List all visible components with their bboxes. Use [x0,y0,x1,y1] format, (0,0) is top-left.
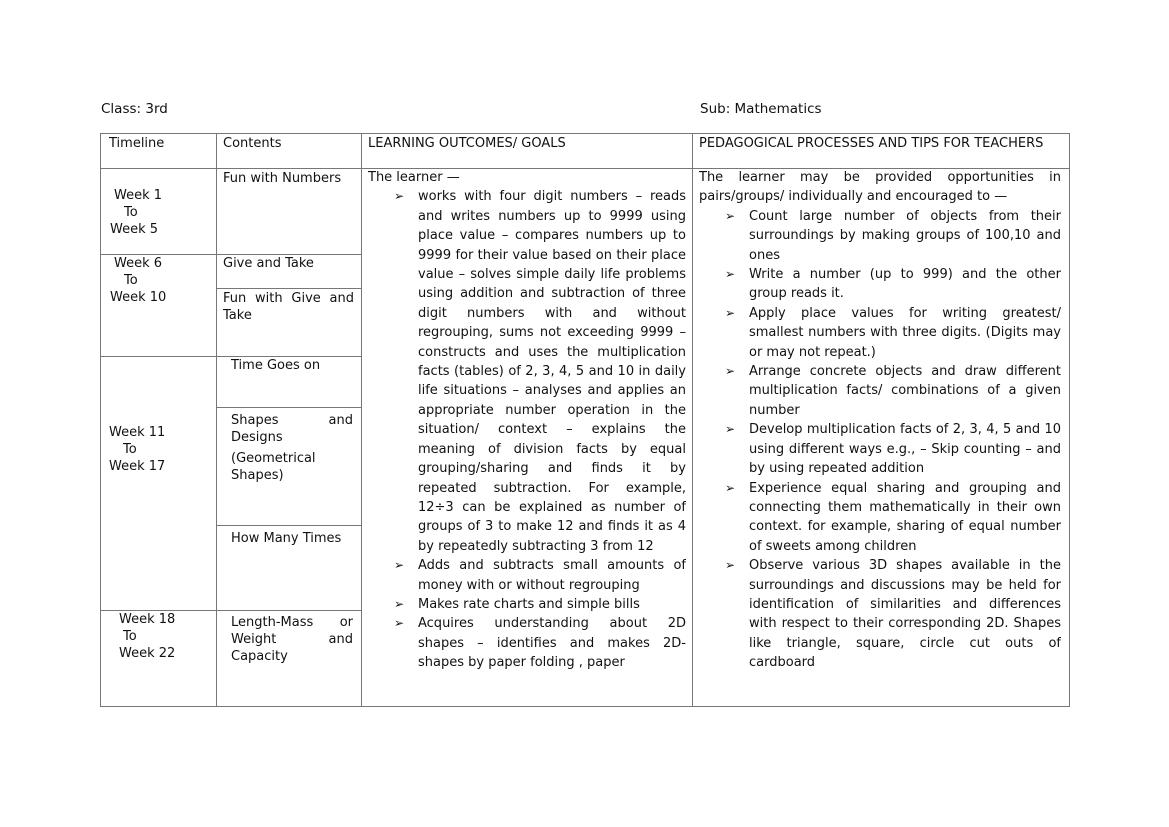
timeline-cell [110,187,170,238]
process-item: ➢ Write a number (up to 999) and the other group reads it. [699,265,1061,304]
timeline-cell [119,611,199,662]
header-contents: Contents [223,136,282,151]
content-item: Length-Mass or Weight and Capacity [231,615,353,664]
outcomes-list [368,187,686,672]
content-item: Fun with Numbers [223,171,342,186]
timeline-to: To [123,629,137,644]
subject-label: Sub: Mathematics [700,101,822,117]
column-divider [692,134,693,706]
outcome-item: ➢ Makes rate charts and simple bills [368,595,686,614]
processes-list [699,207,1061,673]
outcomes-intro: The learner — [368,170,460,185]
timeline-to: To [123,442,137,457]
outcome-item: ➢ Acquires understanding about 2D shapes – identifies and makes 2D-shapes by paper folding , paper [368,614,686,672]
row-divider [216,525,361,526]
timeline-from: Week 18 [119,612,176,627]
curriculum-table [100,133,1070,707]
processes-intro: The learner may be provided opportunities in pairs/groups/ individually and encouraged to — [699,170,1061,205]
class-label: Class: 3rd [101,101,168,117]
header-outcomes: LEARNING OUTCOMES/ GOALS [368,136,566,151]
row-divider [101,356,216,357]
header-timeline: Timeline [109,136,165,151]
timeline-cell [109,424,189,475]
row-divider [216,407,361,408]
content-item: (Geometrical Shapes) [231,451,316,483]
content-item: How Many Times [231,531,342,546]
timeline-until: Week 5 [110,222,159,237]
column-divider [361,134,362,706]
outcome-item: ➢ Adds and subtracts small amounts of money with or without regrouping [368,556,686,595]
timeline-from: Week 1 [114,188,163,203]
header-processes: PEDAGOGICAL PROCESSES AND TIPS FOR TEACHERS [699,136,1044,151]
timeline-to: To [124,273,138,288]
process-item: ➢ Arrange concrete objects and draw different multiplication facts/ combinations of a given number [699,362,1061,420]
process-item: ➢ Apply place values for writing greatest/ smallest numbers with three digits. (Digits may or may not repeat.) [699,304,1061,362]
timeline-from: Week 6 [114,256,163,271]
content-item: Shapes and Designs [231,413,353,445]
process-item: ➢ Count large number of objects from their surroundings by making groups of 100,10 and ones [699,207,1061,265]
column-divider [216,134,217,706]
pedagogical-processes [699,168,1061,704]
timeline-cell [110,255,190,306]
timeline-to: To [124,205,138,220]
outcome-item: ➢ works with four digit numbers – reads and writes numbers up to 9999 using place value – compares numbers up to 9999 for their value based on their place value – solves simple daily life problems using addition and subtraction of three digit numbers with and without regrouping, sums not exceeding 9999 – constructs and uses the multiplication facts (tables) of 2, 3, 4, 5 and 10 in daily life situations – analyses and applies an appropriate number operation in the situation/ context – explains the meaning of division facts by equal grouping/sharing and finds it by repeated subtraction. For example, 12÷3 can be explained as number of groups of 3 to make 12 and finds it as 4 by repeatedly subtracting 3 from 12 [368,187,686,556]
process-item: ➢ Experience equal sharing and grouping and connecting them mathematically in their own context. for example, sharing of equal number of sweets among children [699,479,1061,557]
content-item: Time Goes on [231,358,321,373]
content-item: Fun with Give and Take [223,291,354,323]
timeline-until: Week 10 [110,290,167,305]
timeline-until: Week 17 [109,459,166,474]
row-divider [216,610,361,611]
timeline-until: Week 22 [119,646,176,661]
content-item: Give and Take [223,256,314,271]
learning-outcomes [368,168,686,704]
row-divider [216,288,361,289]
process-item: ➢ Observe various 3D shapes available in the surroundings and discussions may be held for identification of similarities and differences with respect to their corresponding 2D. Shapes like triangle, square, circle cut outs of cardboard [699,556,1061,672]
process-item: ➢ Develop multiplication facts of 2, 3, 4, 5 and 10 using different ways e.g., – Skip counting – and by using repeated addition [699,420,1061,478]
timeline-from: Week 11 [109,425,166,440]
